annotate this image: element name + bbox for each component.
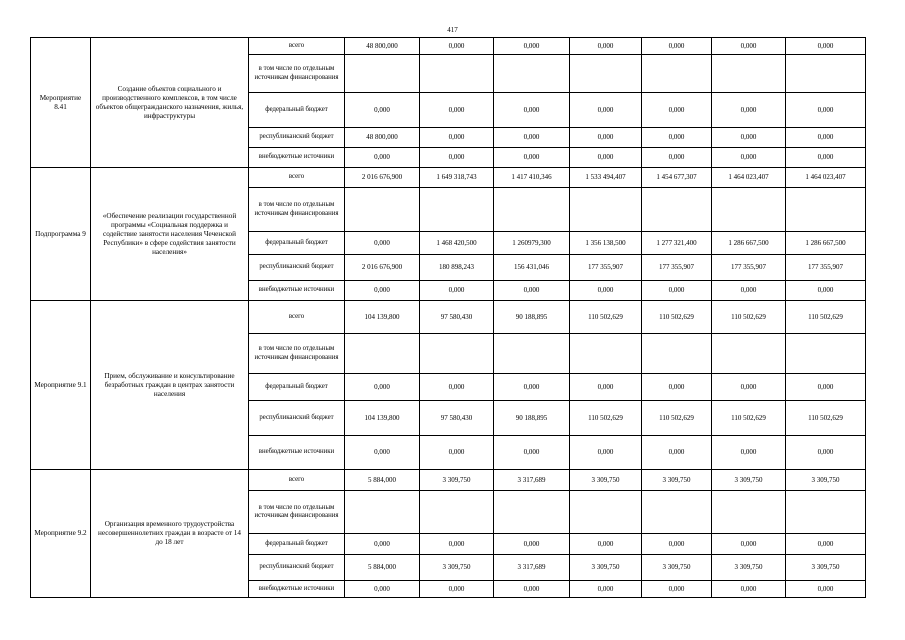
funding-source: внебюджетные источники (249, 436, 345, 470)
amount-cell: 0,000 (420, 581, 494, 598)
amount-cell: 0,000 (712, 281, 786, 301)
amount-cell: 0,000 (642, 374, 712, 401)
amount-cell (712, 334, 786, 374)
amount-cell (642, 491, 712, 534)
amount-cell: 3 309,750 (642, 555, 712, 581)
funding-source: в том числе по отдельным источникам финансирования (249, 491, 345, 534)
funding-source: федеральный бюджет (249, 374, 345, 401)
section-code: Мероприятие 9.1 (31, 301, 91, 470)
amount-cell: 1 464 023,407 (786, 168, 866, 188)
amount-cell (420, 55, 494, 93)
funding-source: республиканский бюджет (249, 555, 345, 581)
amount-cell: 0,000 (420, 38, 494, 55)
section-name: Создание объектов социального и производственного комплексов, в том числе объектов общегражданского назначения, жилья, инфраструктуры (91, 38, 249, 168)
table-body (31, 38, 866, 598)
amount-cell: 110 502,629 (786, 301, 866, 334)
amount-cell: 180 898,243 (420, 255, 494, 281)
section-name: «Обеспечение реализации государственной программы «Социальная поддержка и содействие занятости населения Чеченской Республики» в сфере содействия занятости населения» (91, 168, 249, 301)
amount-cell: 0,000 (494, 148, 570, 168)
amount-cell: 1 356 138,500 (570, 232, 642, 255)
amount-cell: 2 016 676,900 (345, 168, 420, 188)
amount-cell (712, 188, 786, 232)
amount-cell: 5 884,000 (345, 470, 420, 491)
amount-cell: 1 533 494,407 (570, 168, 642, 188)
amount-cell: 0,000 (642, 38, 712, 55)
amount-cell: 3 309,750 (712, 470, 786, 491)
amount-cell: 48 800,000 (345, 38, 420, 55)
amount-cell: 97 580,430 (420, 301, 494, 334)
amount-cell: 3 309,750 (570, 470, 642, 491)
amount-cell: 3 309,750 (712, 555, 786, 581)
funding-source: республиканский бюджет (249, 128, 345, 148)
amount-cell: 0,000 (570, 534, 642, 555)
amount-cell: 1 468 420,500 (420, 232, 494, 255)
amount-cell: 110 502,629 (570, 401, 642, 436)
funding-source: внебюджетные источники (249, 581, 345, 598)
amount-cell (570, 491, 642, 534)
amount-cell: 0,000 (786, 534, 866, 555)
amount-cell: 0,000 (420, 93, 494, 128)
table-row (31, 38, 866, 55)
amount-cell: 0,000 (494, 581, 570, 598)
amount-cell: 177 355,907 (570, 255, 642, 281)
amount-cell: 0,000 (345, 534, 420, 555)
amount-cell: 0,000 (345, 93, 420, 128)
amount-cell: 97 580,430 (420, 401, 494, 436)
amount-cell: 90 188,895 (494, 301, 570, 334)
amount-cell: 3 309,750 (420, 470, 494, 491)
amount-cell: 0,000 (712, 581, 786, 598)
amount-cell: 0,000 (712, 38, 786, 55)
amount-cell: 0,000 (494, 281, 570, 301)
amount-cell: 1 286 667,500 (786, 232, 866, 255)
amount-cell: 110 502,629 (570, 301, 642, 334)
amount-cell: 0,000 (786, 436, 866, 470)
amount-cell (786, 491, 866, 534)
amount-cell (420, 334, 494, 374)
amount-cell: 48 800,000 (345, 128, 420, 148)
amount-cell: 0,000 (420, 148, 494, 168)
amount-cell: 0,000 (420, 374, 494, 401)
amount-cell: 156 431,046 (494, 255, 570, 281)
amount-cell: 177 355,907 (786, 255, 866, 281)
amount-cell: 1 464 023,407 (712, 168, 786, 188)
funding-source: внебюджетные источники (249, 281, 345, 301)
amount-cell: 0,000 (570, 281, 642, 301)
amount-cell: 177 355,907 (642, 255, 712, 281)
amount-cell: 104 139,800 (345, 401, 420, 436)
amount-cell: 3 317,689 (494, 555, 570, 581)
amount-cell: 0,000 (494, 38, 570, 55)
amount-cell: 0,000 (712, 534, 786, 555)
amount-cell (345, 55, 420, 93)
amount-cell (420, 491, 494, 534)
amount-cell (712, 55, 786, 93)
funding-source: федеральный бюджет (249, 534, 345, 555)
amount-cell: 0,000 (712, 93, 786, 128)
amount-cell (570, 188, 642, 232)
section-code: Подпрограмма 9 (31, 168, 91, 301)
amount-cell: 1 277 321,400 (642, 232, 712, 255)
section-name: Организация временного трудоустройства несовершеннолетних граждан в возрасте от 14 до 18 лет (91, 470, 249, 598)
amount-cell: 90 188,895 (494, 401, 570, 436)
amount-cell (642, 55, 712, 93)
amount-cell: 3 309,750 (786, 555, 866, 581)
amount-cell: 0,000 (420, 128, 494, 148)
amount-cell: 0,000 (570, 148, 642, 168)
amount-cell: 2 016 676,900 (345, 255, 420, 281)
amount-cell: 0,000 (570, 93, 642, 128)
amount-cell: 0,000 (570, 581, 642, 598)
amount-cell: 1 286 667,500 (712, 232, 786, 255)
amount-cell (494, 55, 570, 93)
amount-cell: 1 454 677,307 (642, 168, 712, 188)
amount-cell: 0,000 (786, 93, 866, 128)
amount-cell (345, 334, 420, 374)
amount-cell: 0,000 (786, 374, 866, 401)
amount-cell: 0,000 (494, 128, 570, 148)
amount-cell: 0,000 (642, 581, 712, 598)
amount-cell: 0,000 (420, 436, 494, 470)
amount-cell (494, 334, 570, 374)
amount-cell: 104 139,800 (345, 301, 420, 334)
amount-cell: 5 884,000 (345, 555, 420, 581)
funding-source: всего (249, 38, 345, 55)
table-row (31, 301, 866, 334)
funding-source: в том числе по отдельным источникам финансирования (249, 334, 345, 374)
amount-cell: 1 260979,300 (494, 232, 570, 255)
amount-cell: 0,000 (494, 93, 570, 128)
amount-cell: 3 309,750 (570, 555, 642, 581)
amount-cell: 0,000 (345, 374, 420, 401)
section-code: Мероприятие 8.41 (31, 38, 91, 168)
funding-source: в том числе по отдельным источникам финансирования (249, 188, 345, 232)
amount-cell: 0,000 (642, 436, 712, 470)
amount-cell: 110 502,629 (642, 401, 712, 436)
amount-cell: 0,000 (642, 534, 712, 555)
amount-cell (786, 55, 866, 93)
amount-cell: 0,000 (786, 148, 866, 168)
amount-cell (345, 491, 420, 534)
amount-cell: 0,000 (420, 281, 494, 301)
funding-source: в том числе по отдельным источникам финансирования (249, 55, 345, 93)
amount-cell: 0,000 (712, 148, 786, 168)
amount-cell (786, 188, 866, 232)
amount-cell: 0,000 (345, 581, 420, 598)
amount-cell: 3 309,750 (786, 470, 866, 491)
amount-cell: 3 317,689 (494, 470, 570, 491)
amount-cell: 0,000 (642, 128, 712, 148)
amount-cell: 0,000 (786, 281, 866, 301)
funding-source: федеральный бюджет (249, 93, 345, 128)
amount-cell (494, 188, 570, 232)
amount-cell: 0,000 (570, 374, 642, 401)
amount-cell (642, 334, 712, 374)
funding-source: внебюджетные источники (249, 148, 345, 168)
funding-source: всего (249, 470, 345, 491)
amount-cell (345, 188, 420, 232)
amount-cell: 110 502,629 (786, 401, 866, 436)
amount-cell (786, 334, 866, 374)
amount-cell: 0,000 (712, 374, 786, 401)
amount-cell: 0,000 (570, 38, 642, 55)
amount-cell: 0,000 (420, 534, 494, 555)
amount-cell (570, 334, 642, 374)
funding-source: всего (249, 168, 345, 188)
amount-cell: 0,000 (712, 436, 786, 470)
amount-cell: 110 502,629 (642, 301, 712, 334)
amount-cell: 0,000 (345, 281, 420, 301)
page-number: 417 (447, 26, 458, 34)
amount-cell: 177 355,907 (712, 255, 786, 281)
amount-cell: 0,000 (786, 581, 866, 598)
amount-cell (712, 491, 786, 534)
section-name: Прием, обслуживание и консультирование безработных граждан в центрах занятости населения (91, 301, 249, 470)
funding-source: республиканский бюджет (249, 255, 345, 281)
amount-cell (570, 55, 642, 93)
amount-cell: 3 309,750 (420, 555, 494, 581)
amount-cell: 0,000 (570, 436, 642, 470)
amount-cell: 0,000 (494, 374, 570, 401)
funding-source: федеральный бюджет (249, 232, 345, 255)
amount-cell: 0,000 (642, 148, 712, 168)
amount-cell: 0,000 (786, 128, 866, 148)
amount-cell: 110 502,629 (712, 301, 786, 334)
section-code: Мероприятие 9.2 (31, 470, 91, 598)
amount-cell: 0,000 (642, 281, 712, 301)
amount-cell: 0,000 (345, 232, 420, 255)
amount-cell (420, 188, 494, 232)
amount-cell: 0,000 (712, 128, 786, 148)
amount-cell: 1 417 410,346 (494, 168, 570, 188)
amount-cell: 0,000 (494, 436, 570, 470)
funding-source: республиканский бюджет (249, 401, 345, 436)
amount-cell: 0,000 (570, 128, 642, 148)
amount-cell: 3 309,750 (642, 470, 712, 491)
amount-cell: 0,000 (642, 93, 712, 128)
table-row (31, 470, 866, 491)
amount-cell: 0,000 (345, 148, 420, 168)
amount-cell: 0,000 (786, 38, 866, 55)
amount-cell: 0,000 (345, 436, 420, 470)
amount-cell: 0,000 (494, 534, 570, 555)
amount-cell (494, 491, 570, 534)
funding-source: всего (249, 301, 345, 334)
amount-cell: 1 649 318,743 (420, 168, 494, 188)
amount-cell: 110 502,629 (712, 401, 786, 436)
table-row (31, 168, 866, 188)
amount-cell (642, 188, 712, 232)
funding-table (30, 37, 866, 598)
